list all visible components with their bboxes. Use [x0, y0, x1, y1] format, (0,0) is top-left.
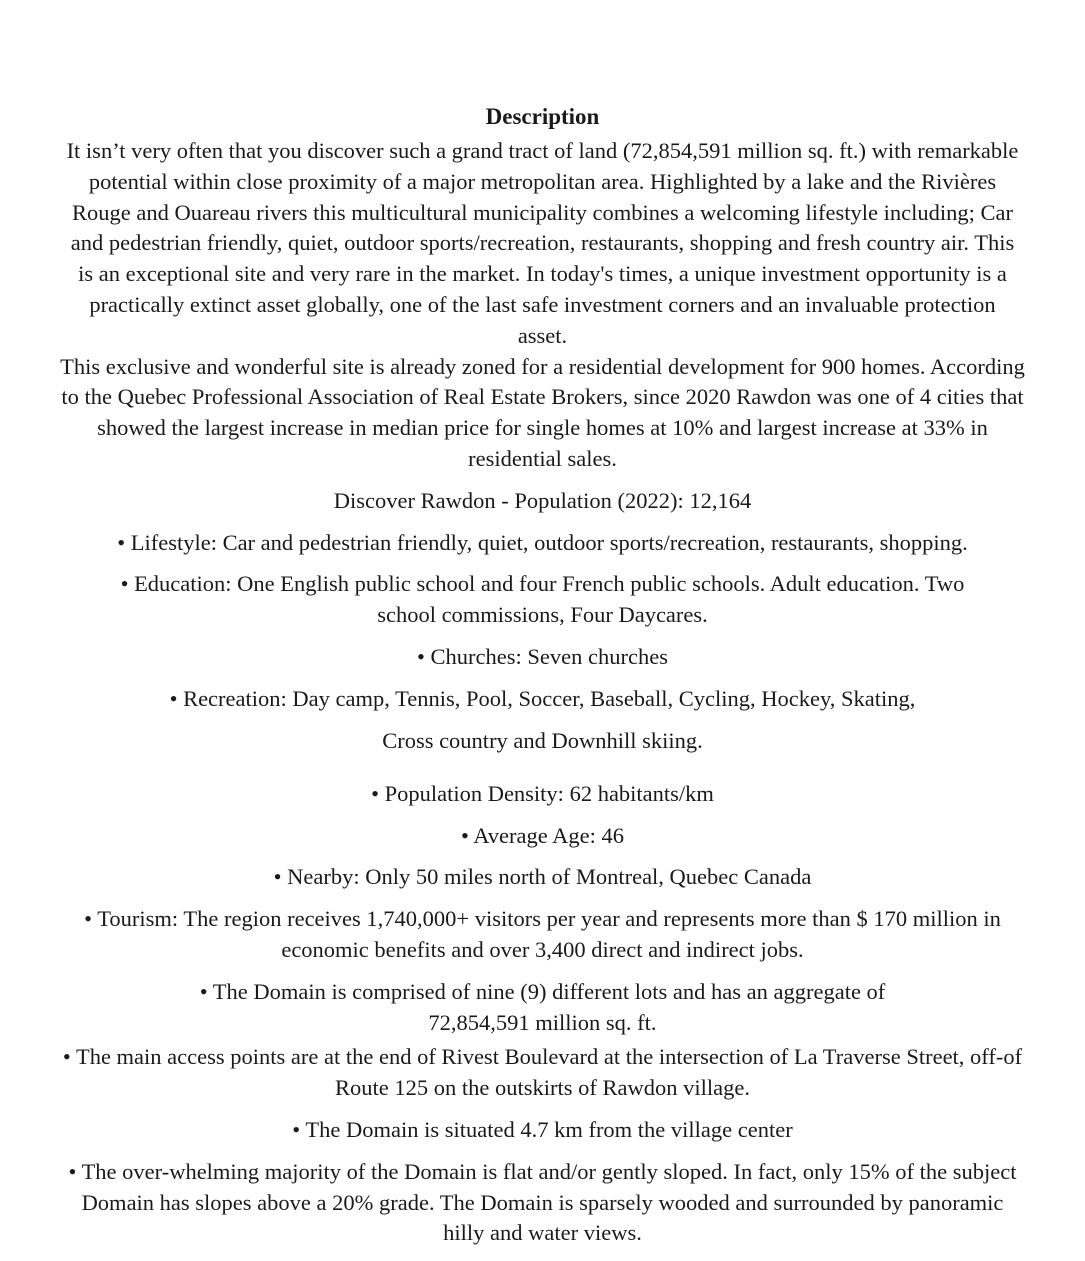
bullet-lifestyle: • Lifestyle: Car and pedestrian friendly, quiet, outdoor sports/recreation, restaurants, shopping.	[117, 529, 968, 555]
document-title: Description	[485, 104, 600, 129]
bullet-average-age: • Average Age: 46	[460, 822, 625, 848]
bullet-slopes: • The over-whelming majority of the Domain is flat and/or gently sloped. In fact, only 15% of the subject Domain has slopes above a 20% grade. The Domain is sparsely wooded and surrounded by panoramic hilly and water views.	[68, 1158, 1017, 1246]
bullet-recreation: • Recreation: Day camp, Tennis, Pool, Soccer, Baseball, Cycling, Hockey, Skating,	[169, 685, 916, 711]
bullet-tourism: • Tourism: The region receives 1,740,000+ visitors per year and represents more than $ 170 million in economic benefits and over 3,400 direct and indirect jobs.	[84, 906, 1001, 963]
zoning-paragraph: This exclusive and wonderful site is already zoned for a residential development for 900 homes. According to the Quebec Professional Association of Real Estate Brokers, since 2020 Rawdon was one of 4 cities that showed the largest increase in median price for single homes at 10% and largest increase at 33% in residential sales.	[60, 353, 1025, 471]
bullet-domain-lots: • The Domain is comprised of nine (9) different lots and has an aggregate of 72,854,591 million sq. ft.	[199, 978, 886, 1035]
bullet-education: • Education: One English public school and four French public schools. Adult education. Two school commissions, Four Daycares.	[120, 571, 965, 628]
bullet-distance: • The Domain is situated 4.7 km from the village center	[292, 1117, 793, 1143]
bullet-recreation-continued: Cross country and Downhill skiing.	[382, 727, 703, 753]
intro-paragraph: It isn’t very often that you discover such a grand tract of land (72,854,591 million sq. ft.) with remarkable potential within close proximity of a major metropolitan area. Highlighted by a lake and the Rivières Rouge and Ouareau rivers this multicultural municipality combines a welcoming lifestyle including; Car and pedestrian friendly, quiet, outdoor sports/recreation, restaurants, shopping and fresh country air. This is an exceptional site and very rare in the market. In today's times, a unique investment opportunity is a practically extinct asset globally, one of the last safe investment corners and an invaluable protection asset.	[66, 138, 1019, 348]
bullet-churches: • Churches: Seven churches	[417, 643, 668, 669]
bullet-nearby: • Nearby: Only 50 miles north of Montreal, Quebec Canada	[273, 864, 812, 890]
discover-heading: Discover Rawdon - Population (2022): 12,164	[333, 487, 752, 513]
bullet-access-points: • The main access points are at the end of Rivest Boulevard at the intersection of La Traverse Street, off-of Route 125 on the outskirts of Rawdon village.	[62, 1044, 1023, 1101]
bullet-population-density: • Population Density: 62 habitants/km	[371, 780, 714, 806]
